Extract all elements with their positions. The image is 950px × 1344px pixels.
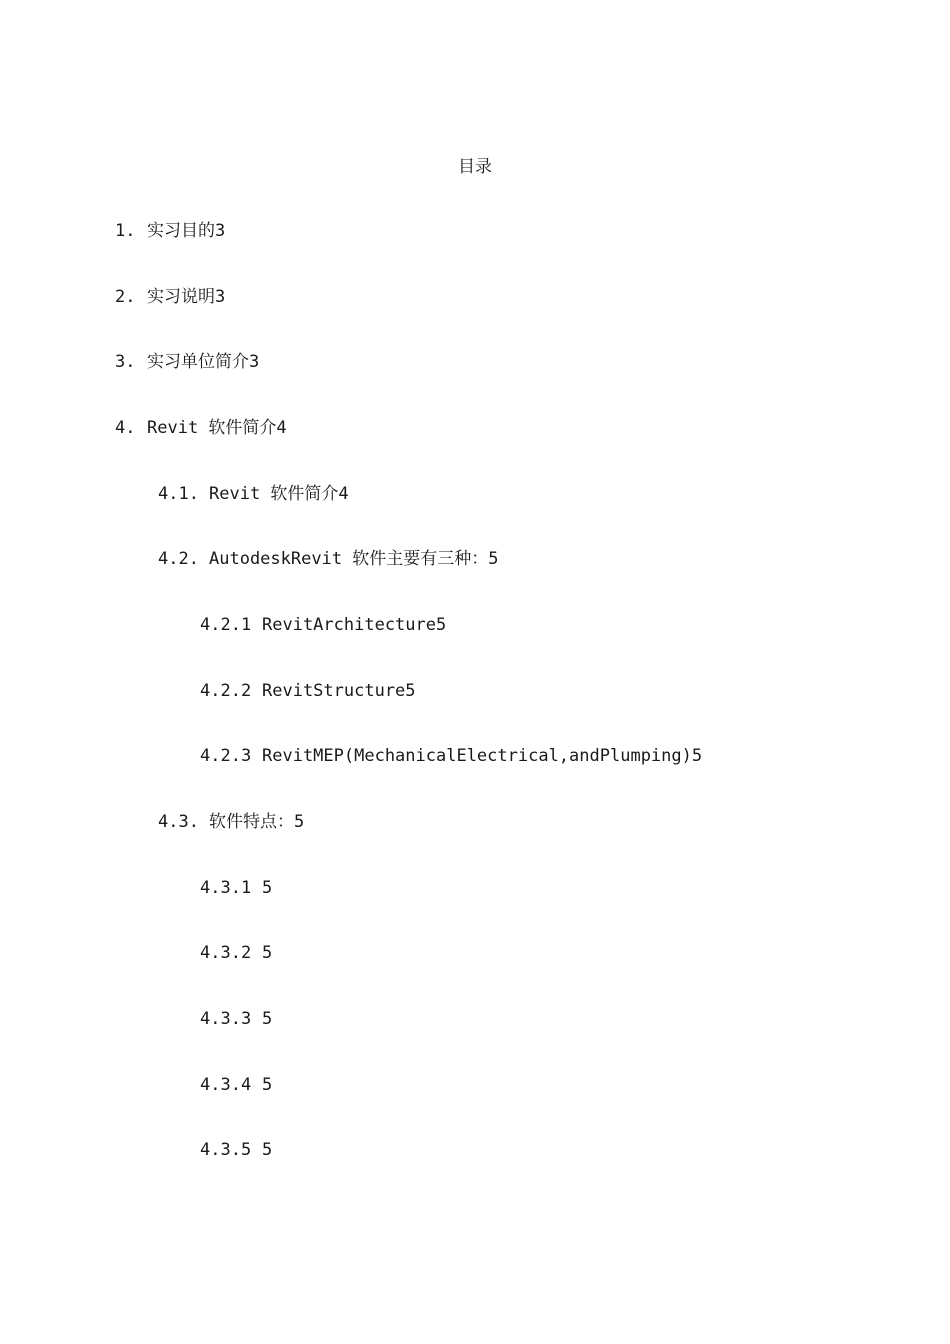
- toc-entry-page: 4: [276, 418, 287, 438]
- toc-entry-number: 4.2.3: [200, 746, 252, 766]
- toc-entry[interactable]: [200, 1138, 272, 1162]
- toc-entry[interactable]: [200, 613, 446, 637]
- toc-entry-text: 实习单位简介: [147, 352, 249, 372]
- toc-entry-number: 4.3.1: [200, 878, 252, 898]
- toc-entry-text: RevitStructure: [262, 681, 406, 701]
- toc-entry-text: 实习目的: [147, 221, 215, 241]
- toc-entry[interactable]: [158, 547, 499, 571]
- toc-entry-number: 1.: [115, 221, 136, 241]
- toc-entry-number: 4.: [115, 418, 136, 438]
- toc-entry[interactable]: [115, 219, 225, 243]
- toc-entry[interactable]: [115, 350, 259, 374]
- toc-entry-number: 4.2.1: [200, 615, 252, 635]
- toc-entry-text: AutodeskRevit 软件主要有三种：: [209, 549, 489, 569]
- toc-entry[interactable]: [158, 482, 349, 506]
- toc-entry-page: 5: [691, 746, 703, 766]
- toc-entry-page: 3: [249, 352, 260, 372]
- toc-entry-number: 4.3.4: [200, 1075, 252, 1095]
- toc-entry-number: 4.3.3: [200, 1009, 252, 1029]
- toc-entry-page: 4: [338, 484, 349, 504]
- toc-entry-number: 4.2.: [158, 549, 199, 569]
- toc-entry-number: 4.3.5: [200, 1140, 252, 1160]
- toc-entry-text: 软件特点：: [209, 812, 294, 832]
- toc-entry-page: 5: [405, 681, 416, 701]
- toc-entry-page: 5: [262, 1075, 273, 1095]
- toc-entry-text: 实习说明: [147, 287, 215, 307]
- toc-entry[interactable]: [115, 285, 225, 309]
- toc-title: 目录: [458, 157, 492, 177]
- toc-entry-page: 5: [262, 943, 273, 963]
- toc-entry-page: 5: [262, 878, 273, 898]
- toc-entry[interactable]: [200, 679, 416, 703]
- toc-entry-number: 4.3.2: [200, 943, 252, 963]
- toc-entry[interactable]: [200, 941, 272, 965]
- toc-entry-text: Revit 软件简介: [147, 418, 277, 438]
- toc-entry[interactable]: [200, 876, 272, 900]
- toc-entry[interactable]: [200, 1073, 272, 1097]
- toc-entry[interactable]: [200, 744, 702, 768]
- toc-entry-page: 3: [215, 287, 226, 307]
- toc-entry-page: 5: [436, 615, 447, 635]
- toc-entry-text: RevitMEP(MechanicalElectrical,andPlumping): [262, 746, 692, 766]
- toc-entry-text: RevitArchitecture: [262, 615, 436, 635]
- toc-entry-number: 3.: [115, 352, 136, 372]
- toc-entry[interactable]: [115, 416, 287, 440]
- toc-entry[interactable]: [158, 810, 304, 834]
- toc-entry-page: 5: [262, 1140, 273, 1160]
- toc-entry[interactable]: [200, 1007, 272, 1031]
- toc-entry-page: 5: [488, 549, 499, 569]
- toc-entry-page: 3: [215, 221, 226, 241]
- toc-entry-number: 4.2.2: [200, 681, 252, 701]
- toc-entry-number: 4.1.: [158, 484, 199, 504]
- toc-entry-number: 4.3.: [158, 812, 199, 832]
- toc-entry-page: 5: [294, 812, 305, 832]
- toc-entry-page: 5: [262, 1009, 273, 1029]
- toc-entry-text: Revit 软件简介: [209, 484, 339, 504]
- toc-entry-number: 2.: [115, 287, 136, 307]
